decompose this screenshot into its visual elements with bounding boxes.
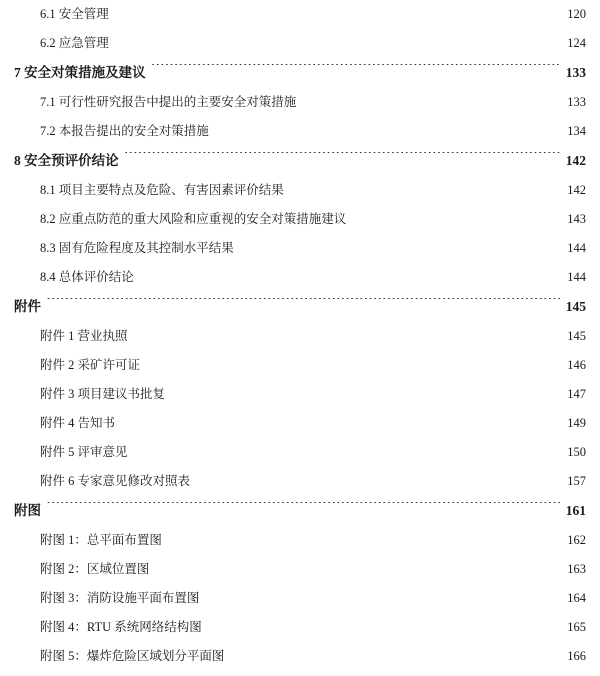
toc-entry-page-number: 142: [565, 153, 586, 168]
toc-entry-label: 7 安全对策措施及建议: [14, 65, 146, 80]
toc-entry-page-number: 149: [567, 416, 586, 430]
toc-entry[interactable]: [14, 555, 586, 584]
toc-leader-dots: [125, 152, 560, 166]
toc-leader-dots: [155, 561, 561, 574]
toc-entry[interactable]: [14, 88, 586, 117]
toc-entry-page-number: 147: [567, 387, 586, 401]
toc-entry-label: 8.2 应重点防范的重大风险和应重视的安全对策措施建议: [40, 212, 347, 226]
toc-leader-dots: [121, 415, 561, 428]
toc-entry-page-number: 161: [565, 503, 586, 518]
toc-entry-label: 附件 6 专家意见修改对照表: [40, 474, 191, 488]
toc-entry-label: 附图 4：RTU 系统网络结构图: [40, 620, 202, 634]
toc-entry-label: 附图 3：消防设施平面布置图: [40, 591, 200, 605]
toc-entry-page-number: 144: [567, 241, 586, 255]
toc-entry[interactable]: [14, 146, 586, 176]
toc-entry-page-number: 133: [567, 95, 586, 109]
toc-entry-label: 附件 4 告知书: [40, 416, 116, 430]
toc-entry[interactable]: [14, 205, 586, 234]
toc-entry[interactable]: [14, 117, 586, 146]
toc-entry-label: 8 安全预评价结论: [14, 153, 119, 168]
toc-entry-page-number: 145: [567, 329, 586, 343]
toc-entry[interactable]: [14, 29, 586, 58]
toc-entry-page-number: 162: [567, 533, 586, 547]
toc-leader-dots: [152, 64, 560, 78]
toc-leader-dots: [302, 94, 561, 107]
table-of-contents: [14, 0, 586, 671]
toc-leader-dots: [352, 211, 561, 224]
toc-entry[interactable]: [14, 496, 586, 526]
toc-entry-label: 附件 2 采矿许可证: [40, 358, 141, 372]
toc-entry[interactable]: [14, 292, 586, 322]
toc-entry-label: 附件 5 评审意见: [40, 445, 128, 459]
toc-entry-page-number: 120: [567, 7, 586, 21]
toc-leader-dots: [140, 269, 561, 282]
toc-entry-page-number: 150: [567, 445, 586, 459]
toc-entry-label: 6.1 安全管理: [40, 7, 109, 21]
toc-entry[interactable]: [14, 234, 586, 263]
toc-entry-label: 附件 3 项目建议书批复: [40, 387, 166, 401]
toc-entry-page-number: 144: [567, 270, 586, 284]
toc-entry[interactable]: [14, 351, 586, 380]
toc-entry[interactable]: [14, 526, 586, 555]
toc-entry-page-number: 142: [567, 183, 586, 197]
toc-entry-label: 附图 2：区域位置图: [40, 562, 150, 576]
toc-leader-dots: [290, 182, 561, 195]
toc-entry-label: 8.1 项目主要特点及危险、有害因素评价结果: [40, 183, 284, 197]
toc-entry-label: 8.4 总体评价结论: [40, 270, 134, 284]
toc-leader-dots: [230, 648, 561, 661]
toc-entry-label: 附图 5：爆炸危险区域划分平面图: [40, 649, 225, 663]
toc-entry[interactable]: [14, 438, 586, 467]
toc-entry-page-number: 134: [567, 124, 586, 138]
toc-entry[interactable]: [14, 322, 586, 351]
toc-entry-page-number: 163: [567, 562, 586, 576]
toc-entry[interactable]: [14, 263, 586, 292]
toc-entry[interactable]: [14, 467, 586, 496]
toc-entry[interactable]: [14, 0, 586, 29]
toc-entry[interactable]: [14, 380, 586, 409]
toc-leader-dots: [205, 590, 561, 603]
toc-entry[interactable]: [14, 584, 586, 613]
toc-entry-label: 7.1 可行性研究报告中提出的主要安全对策措施: [40, 95, 297, 109]
toc-leader-dots: [47, 502, 560, 516]
toc-entry-label: 附件: [14, 299, 41, 314]
toc-entry[interactable]: [14, 409, 586, 438]
toc-entry-page-number: 146: [567, 358, 586, 372]
toc-entry-label: 6.2 应急管理: [40, 36, 109, 50]
toc-leader-dots: [47, 298, 560, 312]
toc-leader-dots: [115, 6, 561, 19]
toc-entry-label: 附件 1 营业执照: [40, 329, 128, 343]
toc-leader-dots: [196, 473, 561, 486]
toc-leader-dots: [208, 619, 562, 632]
toc-entry[interactable]: [14, 58, 586, 88]
toc-leader-dots: [134, 328, 562, 341]
toc-entry-page-number: 124: [567, 36, 586, 50]
toc-leader-dots: [146, 357, 561, 370]
toc-entry[interactable]: [14, 613, 586, 642]
toc-entry-page-number: 164: [567, 591, 586, 605]
toc-leader-dots: [168, 532, 561, 545]
toc-entry-page-number: 145: [565, 299, 586, 314]
toc-entry-page-number: 133: [565, 65, 586, 80]
toc-entry-page-number: 166: [567, 649, 586, 663]
toc-leader-dots: [215, 123, 561, 136]
toc-entry-label: 附图 1：总平面布置图: [40, 533, 162, 547]
toc-entry-label: 8.3 固有危险程度及其控制水平结果: [40, 241, 234, 255]
toc-entry-page-number: 143: [567, 212, 586, 226]
toc-leader-dots: [115, 35, 561, 48]
toc-leader-dots: [240, 240, 561, 253]
toc-leader-dots: [134, 444, 562, 457]
toc-entry-page-number: 165: [567, 620, 586, 634]
toc-leader-dots: [171, 386, 561, 399]
toc-entry[interactable]: [14, 176, 586, 205]
toc-entry[interactable]: [14, 642, 586, 671]
toc-entry-label: 7.2 本报告提出的安全对策措施: [40, 124, 209, 138]
toc-entry-page-number: 157: [567, 474, 586, 488]
toc-entry-label: 附图: [14, 503, 41, 518]
